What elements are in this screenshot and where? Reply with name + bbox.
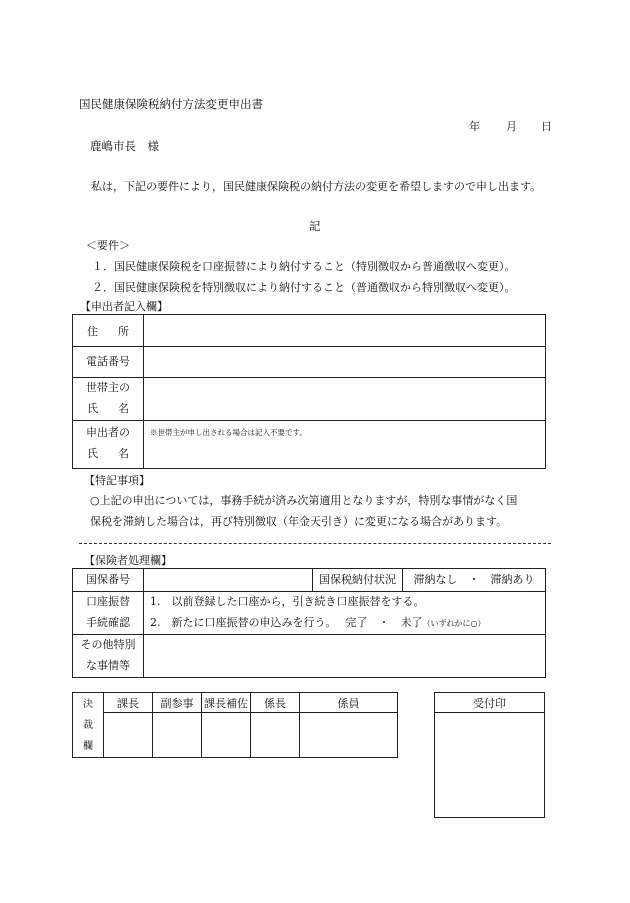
applicant-note: ※世帯主が申し出される場合は記入不要です。 — [150, 427, 307, 437]
transfer-option-1: 1. 以前登録した口座から，引き続き口座振替をする。 — [150, 595, 425, 608]
insurance-number-label: 国保番号 — [73, 569, 144, 592]
payment-status-label: 国保税納付状況 — [313, 569, 403, 592]
approval-seal-cell[interactable] — [153, 713, 202, 758]
approval-seal-cell[interactable] — [104, 713, 153, 758]
approval-col-subsection-chief: 係長 — [251, 693, 300, 713]
intro-text: 私は，下記の要件により，国民健康保険税の納付方法の変更を希望しますので申し出ます。 — [91, 180, 542, 193]
phone-label: 電話番号 — [73, 347, 144, 378]
approval-side-label: 決 裁 欄 — [73, 693, 104, 758]
transfer-options[interactable] — [144, 592, 546, 635]
receipt-stamp-table — [434, 692, 545, 818]
head-name-label: 世帯主の 氏 名 — [73, 378, 144, 421]
head-name-field[interactable] — [144, 378, 546, 421]
head-row — [73, 378, 546, 421]
applicant-name-field[interactable] — [144, 420, 546, 468]
notes-heading: 【特記事項】 — [84, 474, 150, 487]
insurer-heading: 【保険者処理欄】 — [84, 554, 172, 567]
transfer-confirm-label: 口座振替 手続確認 — [73, 592, 144, 635]
applicant-table — [72, 314, 546, 469]
approval-col-deputy: 副参事 — [153, 693, 202, 713]
approval-header-row — [73, 693, 398, 713]
other-circumstances-label: その他特別 な事情等 — [73, 634, 144, 677]
applicant-name-label: 申出者の 氏 名 — [73, 420, 144, 468]
payment-status-options[interactable]: 滞納なし ・ 滞納あり — [403, 569, 546, 592]
transfer-row — [73, 592, 546, 635]
applicant-row — [73, 420, 546, 468]
address-field[interactable] — [144, 315, 546, 347]
phone-field[interactable] — [144, 347, 546, 378]
requirement-item-2: ２．国民健康保険税を特別徴収により納付すること（普通徴収から特別徴収へ変更）。 — [92, 281, 516, 294]
date-day: 日 — [541, 120, 552, 133]
insurer-number-row — [73, 569, 546, 592]
receipt-stamp-label: 受付印 — [435, 693, 545, 713]
approval-seal-cell[interactable] — [300, 713, 398, 758]
approval-seal-row — [73, 713, 398, 758]
applicant-heading: 【申出者記入欄】 — [80, 300, 168, 313]
address-label: 住 所 — [73, 315, 144, 347]
dashed-divider — [79, 543, 551, 544]
other-row — [73, 634, 546, 677]
approval-seal-cell[interactable] — [202, 713, 251, 758]
approval-table — [72, 692, 398, 758]
approval-col-assistant-chief: 課長補佐 — [202, 693, 251, 713]
approval-col-section-chief: 課長 — [104, 693, 153, 713]
ki-heading: 記 — [309, 219, 321, 233]
other-circumstances-field[interactable] — [144, 634, 546, 677]
transfer-option-2: 2. 新たに口座振替の申込みを行う。 完了 ・ 未了（いずれかに○） — [150, 615, 486, 629]
receipt-stamp-area[interactable] — [435, 713, 545, 818]
document-title: 国民健康保険税納付方法変更申出書 — [79, 97, 263, 111]
insurance-number-field[interactable] — [144, 569, 313, 592]
date-year: 年 — [469, 120, 480, 133]
phone-row — [73, 347, 546, 378]
approval-seal-cell[interactable] — [251, 713, 300, 758]
address-row — [73, 315, 546, 347]
date-month: 月 — [506, 120, 517, 133]
notes-line-2: 保税を滞納した場合は，再び特別徴収（年金天引き）に変更になる場合があります。 — [90, 515, 508, 528]
addressee: 鹿嶋市長 様 — [90, 139, 159, 153]
notes-line-1: ○上記の申出については，事務手続が済み次第適用となりますが，特別な事情がなく国 — [90, 494, 518, 507]
approval-col-staff: 係員 — [300, 693, 398, 713]
requirement-item-1: １．国民健康保険税を口座振替により納付すること（特別徴収から普通徴収へ変更）。 — [92, 260, 516, 273]
insurer-table — [72, 568, 546, 678]
requirements-heading: ＜要件＞ — [86, 239, 130, 252]
